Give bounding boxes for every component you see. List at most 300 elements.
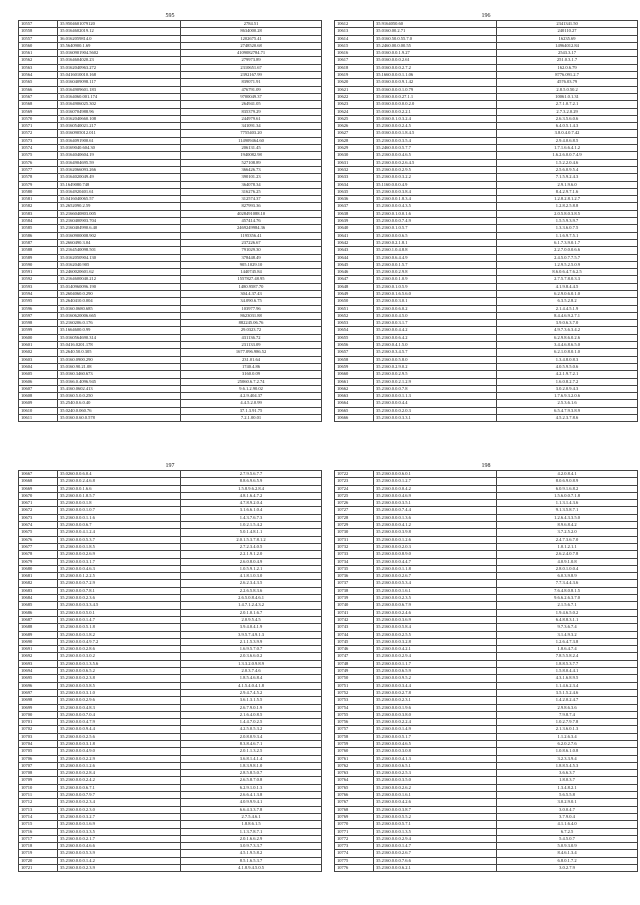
- coordinate-cell: 35.0164091900.61: [58, 137, 181, 144]
- row-id-cell: 10649: [335, 290, 374, 297]
- row-id-cell: 10557: [19, 35, 58, 42]
- value-cell: 2.1.5.6.7.1: [497, 602, 638, 609]
- table-row: [335, 21, 638, 28]
- value-cell: 3.1.6.6.1.0.4: [181, 507, 322, 514]
- row-id-cell: 10630: [335, 152, 374, 159]
- value-cell: 2.8.0.1.0.0.4: [497, 565, 638, 572]
- table-row: [19, 283, 322, 290]
- coordinate-cell: 35.2160.0.0.0.4.4.7: [374, 558, 497, 565]
- table-row: [19, 821, 322, 828]
- value-cell: 8.6.0.6.4.7.6.2.5: [497, 269, 638, 276]
- table-row: [19, 35, 322, 42]
- table-row: [335, 79, 638, 86]
- value-cell: 4.2.5.0.5.3.2: [181, 726, 322, 733]
- value-cell: 3.1.4.9.3.2: [497, 631, 638, 638]
- row-id-cell: 10681: [19, 573, 58, 580]
- value-cell: 1.8.5.4.6.8.4: [181, 675, 322, 682]
- coordinate-cell: 35.2160.0.0.0.3.3.5: [58, 828, 181, 835]
- coordinate-cell: 35.2160.0.0.0.7.0.4: [58, 711, 181, 718]
- coordinate-cell: 35.0160.0.0.0.2.61: [374, 57, 497, 64]
- value-cell: 4028491088.10: [181, 210, 322, 217]
- coordinate-cell: 35.2160.0.0.0.4.1.2: [374, 522, 497, 529]
- row-id-cell: 10627: [335, 130, 374, 137]
- value-cell: 312574.37: [181, 196, 322, 203]
- row-id-cell: 10596: [19, 305, 58, 312]
- table-row: [335, 580, 638, 587]
- row-id-cell: 10674: [19, 522, 58, 529]
- row-id-cell: 10685: [19, 602, 58, 609]
- row-id-cell: 10668: [19, 478, 58, 485]
- table-row: [19, 50, 322, 57]
- table-row: [19, 79, 322, 86]
- value-cell: 37.1.3.91.75: [181, 407, 322, 414]
- coordinate-cell: 35.2160.0.6.4.4.9: [374, 254, 497, 261]
- coordinate-cell: 35.2160.0.0.0.4.6.5: [374, 152, 497, 159]
- value-cell: 3.0.9.7.3.3.7: [181, 843, 322, 850]
- table-row: [19, 799, 322, 806]
- table-row: [335, 174, 638, 181]
- table-row: [19, 218, 322, 225]
- coordinate-cell: 35.0260.0.0.6.0.4: [58, 471, 181, 478]
- coordinate-cell: 35.0164602019.12: [58, 28, 181, 35]
- coordinate-cell: 35.2460020601.62: [58, 269, 181, 276]
- row-id-cell: 10761: [335, 755, 374, 762]
- row-id-cell: 10609: [19, 400, 58, 407]
- value-cell: 1.3.3.6.0.7.5: [497, 225, 638, 232]
- value-cell: 4.0.9.9.9.4.1: [181, 799, 322, 806]
- table-row: [19, 835, 322, 842]
- coordinate-cell: 35.2460.0.0.0.5.7.7: [374, 145, 497, 152]
- value-cell: 7.8.5.5.8.2.4: [497, 653, 638, 660]
- coordinate-cell: 35.2160.0.0.0.9.4.4: [58, 726, 181, 733]
- value-cell: 1.9.4.6.5.0.2: [497, 609, 638, 616]
- table-row: [19, 638, 322, 645]
- row-id-cell: 10589: [19, 254, 58, 261]
- table-row: [19, 166, 322, 173]
- row-id-cell: 10580: [19, 188, 58, 195]
- table-row: [335, 835, 638, 842]
- value-cell: 2.6.2.3.4.3.5: [181, 580, 322, 587]
- value-cell: 1.4.2.0.2.4.7: [497, 697, 638, 704]
- coordinate-cell: 35.2160.0.0.0.2.3.1: [374, 697, 497, 704]
- coordinate-cell: 35.2160.0.0.0.4.2.6: [374, 799, 497, 806]
- row-id-cell: 10620: [335, 79, 374, 86]
- value-cell: 2.6.3.5.6.0.6: [497, 115, 638, 122]
- coordinate-cell: 35.2160.0.0.4.1.2.4: [58, 529, 181, 536]
- table-row: [19, 719, 322, 726]
- row-id-cell: 10606: [19, 378, 58, 385]
- value-cell: 378448.49: [181, 254, 322, 261]
- value-cell: 1.0.5.9.1.2.1: [181, 565, 322, 572]
- value-cell: 2.4.7.3.6.7.0: [497, 536, 638, 543]
- table-row: [335, 638, 638, 645]
- value-cell: 1.1.4.6.2.3.4: [497, 682, 638, 689]
- coordinate-cell: 35.1664600.0.99: [58, 327, 181, 334]
- row-id-cell: 10705: [19, 748, 58, 755]
- row-id-cell: 10732: [335, 543, 374, 550]
- table-row: [19, 415, 322, 422]
- row-id-cell: 10775: [335, 857, 374, 864]
- coordinate-cell: 35.2160.0.0.0.7.4.4: [374, 507, 497, 514]
- coordinate-cell: 35.2160.1.0.4.8.8: [374, 247, 497, 254]
- table-row: [335, 320, 638, 327]
- value-cell: 882245.06.76: [181, 320, 322, 327]
- row-id-cell: 10675: [19, 529, 58, 536]
- row-id-cell: 10758: [335, 733, 374, 740]
- row-id-cell: 10726: [335, 500, 374, 507]
- coordinate-cell: 35.0416010010.168: [58, 72, 181, 79]
- coordinate-cell: 35.4160.0602.413: [58, 385, 181, 392]
- row-id-cell: 10572: [19, 130, 58, 137]
- value-cell: 6.0.9.1.6.8.2: [497, 485, 638, 492]
- value-cell: 3.6.8.1.4.1.4: [181, 755, 322, 762]
- coordinate-cell: 35.2160.0.0.0.2.2.9: [58, 755, 181, 762]
- table-row: [19, 689, 322, 696]
- coordinate-cell: 35.0160.0.0.1.9.27: [374, 50, 497, 57]
- table-row: [335, 108, 638, 115]
- row-id-cell: 10648: [335, 283, 374, 290]
- value-cell: 2.9.4.0.6.8.5: [497, 137, 638, 144]
- value-cell: 3160.0.09: [181, 371, 322, 378]
- value-cell: 8623031.88: [181, 312, 322, 319]
- table-row: [19, 755, 322, 762]
- table-row: [19, 806, 322, 813]
- coordinate-cell: 35.2160.0.0.0.5.1.7: [374, 733, 497, 740]
- coordinate-cell: 35.2604060.0.290: [58, 290, 181, 297]
- table-row: [19, 543, 322, 550]
- table-row: [335, 682, 638, 689]
- value-cell: 2.0.1.1.3.2.5: [181, 748, 322, 755]
- row-id-cell: 10593: [19, 283, 58, 290]
- value-cell: 4.8.1.6.4.7.2: [181, 492, 322, 499]
- table-row: [335, 668, 638, 675]
- coordinate-cell: 35.2160.0.0.0.3.5.1: [374, 500, 497, 507]
- table-row: [19, 21, 322, 28]
- row-id-cell: 10637: [335, 203, 374, 210]
- coordinate-cell: 35.2160.0.0.0.3.3.1: [374, 415, 497, 422]
- value-cell: 2748520.68: [181, 42, 322, 49]
- row-id-cell: 10669: [19, 485, 58, 492]
- value-cell: 206131.45: [181, 145, 322, 152]
- coordinate-cell: 35.2160.0.0.0.4.9.7.2: [58, 638, 181, 645]
- coordinate-cell: 35.2160.0.0.0.1.4.7: [58, 616, 181, 623]
- row-id-cell: 10651: [335, 305, 374, 312]
- row-id-cell: 10647: [335, 276, 374, 283]
- value-cell: 3.4.4.6.8.6.5.0: [497, 342, 638, 349]
- coordinate-cell: 35.2160.0.0.0.2.6.9: [58, 551, 181, 558]
- table-row: [335, 821, 638, 828]
- coordinate-cell: 35.2160.0.0.0.3.1.7: [58, 558, 181, 565]
- value-cell: 2.1.1.5.3.9.9: [181, 638, 322, 645]
- row-id-cell: 10657: [335, 349, 374, 356]
- value-cell: 835379.29: [181, 108, 322, 115]
- row-id-cell: 10631: [335, 159, 374, 166]
- coordinate-cell: 35.2160.0.0.3.1.7: [374, 320, 497, 327]
- value-cell: 1.2.6.4.7.3.8: [497, 638, 638, 645]
- value-cell: 1195356.41: [181, 232, 322, 239]
- table-row: [19, 174, 322, 181]
- row-id-cell: 10662: [335, 385, 374, 392]
- coordinate-cell: 35.0416040065.57: [58, 196, 181, 203]
- row-id-cell: 10773: [335, 843, 374, 850]
- value-cell: 1.3.3.2.0.9.8.9: [181, 660, 322, 667]
- value-cell: 4.0.5.9.5.0.6: [497, 363, 638, 370]
- value-cell: 2.7.5.4.6.1: [181, 813, 322, 820]
- row-id-cell: 10750: [335, 675, 374, 682]
- table-row: [19, 850, 322, 857]
- table-row: [19, 507, 322, 514]
- value-cell: 4.0.9.1.0.8: [497, 558, 638, 565]
- coordinate-cell: 35.0160900008.902: [58, 232, 181, 239]
- table-row: [335, 86, 638, 93]
- row-id-cell: 10594: [19, 290, 58, 297]
- value-cell: 2469249984.36: [181, 225, 322, 232]
- value-cell: 2.0.8.0.9.3.4: [181, 733, 322, 740]
- coordinate-cell: 35.9504601079120: [58, 21, 181, 28]
- value-cell: 1.2.8.2.5.8.8: [497, 203, 638, 210]
- table-row: [19, 407, 322, 414]
- value-cell: 4.4.5.2.0.99: [181, 400, 322, 407]
- row-id-cell: 10626: [335, 123, 374, 130]
- coordinate-cell: 35.2160.0.0.0.7.8.1: [58, 587, 181, 594]
- value-cell: 6.0.3.9.8.9: [497, 573, 638, 580]
- row-id-cell: 10646: [335, 269, 374, 276]
- row-id-cell: 10743: [335, 624, 374, 631]
- table-row: [19, 261, 322, 268]
- value-cell: 2.0.1.6.6.2.9: [181, 835, 322, 842]
- table-row: [19, 631, 322, 638]
- table-row: [335, 704, 638, 711]
- table-row: [335, 602, 638, 609]
- coordinate-cell: 35.2160.0.0.0.1.2.7: [374, 478, 497, 485]
- coordinate-cell: 35.2160.0.2.1.8.1: [374, 239, 497, 246]
- value-cell: 7.2.1.00.01: [181, 415, 322, 422]
- coordinate-cell: 35.0160.0680.685: [58, 305, 181, 312]
- table-row: [19, 115, 322, 122]
- table-row: [19, 181, 322, 188]
- document-page: [334, 462, 638, 872]
- row-id-cell: 10664: [335, 400, 374, 407]
- row-id-cell: 10618: [335, 64, 374, 71]
- table-row: [19, 254, 322, 261]
- value-cell: 791029.30: [181, 247, 322, 254]
- value-cell: 4.2.9.404.37: [181, 393, 322, 400]
- value-cell: 4.7.8.9.2.0.4: [181, 500, 322, 507]
- table-row: [335, 152, 638, 159]
- row-id-cell: 10767: [335, 799, 374, 806]
- coordinate-cell: 35.2160.0.0.0.3.5.4: [374, 137, 497, 144]
- table-row: [335, 407, 638, 414]
- table-row: [19, 298, 322, 305]
- table-row: [19, 137, 322, 144]
- coordinate-cell: 35.2160.0.0.2.9.8: [374, 269, 497, 276]
- value-cell: 251.0.3.1.7: [497, 57, 638, 64]
- table-row: [335, 762, 638, 769]
- row-id-cell: 10560: [19, 42, 58, 49]
- row-id-cell: 10578: [19, 174, 58, 181]
- row-id-cell: 10703: [19, 733, 58, 740]
- row-id-cell: 10757: [335, 726, 374, 733]
- value-cell: 7.7.3.4.4.3.6: [497, 580, 638, 587]
- table-row: [19, 203, 322, 210]
- row-id-cell: 10643: [335, 247, 374, 254]
- row-id-cell: 10652: [335, 312, 374, 319]
- row-id-cell: 10587: [19, 239, 58, 246]
- coordinate-cell: 35.2160.0.0.0.7.8: [374, 385, 497, 392]
- row-id-cell: 10734: [335, 558, 374, 565]
- row-id-cell: 10666: [335, 415, 374, 422]
- row-id-cell: 10607: [19, 385, 58, 392]
- table-row: [19, 770, 322, 777]
- value-cell: 1.1.6.9.7.5.1: [497, 232, 638, 239]
- row-id-cell: 10565: [19, 79, 58, 86]
- table-row: [19, 602, 322, 609]
- table-row: [19, 349, 322, 356]
- row-id-cell: 10567: [19, 93, 58, 100]
- value-cell: 1.8.8.6.1.5: [181, 821, 322, 828]
- table-row: [335, 188, 638, 195]
- value-cell: 3.8.0.4.0.7.42: [497, 130, 638, 137]
- table-row: [19, 565, 322, 572]
- value-cell: 3.9.4.0.4.1.9: [181, 624, 322, 631]
- value-cell: 1480.9587.70: [181, 283, 322, 290]
- table-row: [19, 595, 322, 602]
- table-row: [335, 363, 638, 370]
- table-row: [335, 492, 638, 499]
- table-row: [19, 740, 322, 747]
- row-id-cell: 10774: [335, 850, 374, 857]
- row-id-cell: 10558: [19, 28, 58, 35]
- value-cell: 6.8.0.1.7.2: [497, 857, 638, 864]
- value-cell: 7.6.4.8.0.8.1.5: [497, 587, 638, 594]
- table-row: [335, 500, 638, 507]
- coordinate-cell: 35.2160.0.0.0.3.5.0: [374, 777, 497, 784]
- value-cell: 8.8.6.9.6.5.9: [181, 478, 322, 485]
- value-cell: 279973.89: [181, 57, 322, 64]
- coordinate-cell: 35.0160.0.0.0.2.7.2: [374, 64, 497, 71]
- row-id-cell: 10696: [19, 682, 58, 689]
- coordinate-cell: 35.2160.0.0.0.4.7.9: [58, 719, 181, 726]
- value-cell: 162.0.6.79: [497, 64, 638, 71]
- row-id-cell: 10581: [19, 196, 58, 203]
- coordinate-cell: 35.2160.0.0.0.3.6.9: [374, 616, 497, 623]
- coordinate-cell: 35.2160.0.0.0.1.0.7: [58, 507, 181, 514]
- value-cell: 2784.51: [181, 21, 322, 28]
- row-id-cell: 10628: [335, 137, 374, 144]
- table-row: [19, 320, 322, 327]
- value-cell: 4.1.8.1.0.3.0: [181, 573, 322, 580]
- value-cell: 8.4.4.6.9.2.7.1: [497, 312, 638, 319]
- value-cell: 231.01.64: [181, 356, 322, 363]
- value-cell: 4.3.1.6.8.9.5: [497, 675, 638, 682]
- coordinate-cell: 35.2160.0.0.4.4.2: [374, 327, 497, 334]
- table-row: [19, 93, 322, 100]
- row-id-cell: 10680: [19, 565, 58, 572]
- row-id-cell: 10600: [19, 334, 58, 341]
- row-id-cell: 10656: [335, 342, 374, 349]
- table-row: [335, 378, 638, 385]
- value-cell: 1.3.4.8.2.1: [497, 784, 638, 791]
- coordinate-cell: 35.2160.0.0.0.1.8.5: [58, 543, 181, 550]
- value-cell: 9.7.3.6.7.4: [497, 624, 638, 631]
- value-cell: 1.0.2.1.5.4.2: [181, 522, 322, 529]
- coordinate-cell: 35.1160.0.0.0.4.9: [374, 181, 497, 188]
- row-id-cell: 10738: [335, 587, 374, 594]
- value-cell: 231133.09: [181, 342, 322, 349]
- coordinate-cell: 35.2160.0.0.0.2.8.4: [58, 770, 181, 777]
- value-cell: 3.0.2.0.9.4.3: [497, 385, 638, 392]
- value-cell: 1.3.4.8.0.8.3: [497, 356, 638, 363]
- value-cell: 2.1.4.4.5.1.9: [497, 305, 638, 312]
- row-id-cell: 10641: [335, 232, 374, 239]
- table-row: [335, 50, 638, 57]
- value-cell: 6.6.4.3.3.7.8: [181, 806, 322, 813]
- row-id-cell: 10765: [335, 784, 374, 791]
- value-cell: 1.4.4.7.0.2.5: [181, 719, 322, 726]
- row-id-cell: 10566: [19, 86, 58, 93]
- row-id-cell: 10650: [335, 298, 374, 305]
- coordinate-cell: 35.2160.0.0.0.2.9.6: [58, 697, 181, 704]
- row-id-cell: 10660: [335, 371, 374, 378]
- row-id-cell: 10715: [19, 821, 58, 828]
- table-row: [19, 843, 322, 850]
- table-row: [335, 697, 638, 704]
- coordinate-cell: 35.2160.0.0.0.4.2.1: [374, 646, 497, 653]
- value-cell: 7.1.5.9.2.4.3: [497, 174, 638, 181]
- table-row: [335, 565, 638, 572]
- row-id-cell: 10700: [19, 711, 58, 718]
- value-cell: 2.1.3.6.0.1.3: [497, 726, 638, 733]
- coordinate-cell: 35.2160.0.0.0.1.1.7: [374, 660, 497, 667]
- value-cell: 4.9.7.3.6.3.4.2: [497, 327, 638, 334]
- coordinate-cell: 35.0162066093.266: [58, 166, 181, 173]
- row-id-cell: 10707: [19, 762, 58, 769]
- table-row: [335, 64, 638, 71]
- row-id-cell: 10720: [19, 857, 58, 864]
- table-row: [19, 334, 322, 341]
- coordinate-cell: 35.2640.50.0.305: [58, 349, 181, 356]
- table-row: [19, 624, 322, 631]
- coordinate-cell: 35.2160.0.2.9.0.2: [374, 363, 497, 370]
- coordinate-cell: 35.0160620006.665: [58, 312, 181, 319]
- value-cell: 6.3.5.2.8.2: [497, 298, 638, 305]
- coordinate-cell: 35.2160.0.0.0.2.0.3: [374, 407, 497, 414]
- row-id-cell: 10676: [19, 536, 58, 543]
- value-cell: 2.7.1.0.7.2.1: [497, 101, 638, 108]
- row-id-cell: 10728: [335, 514, 374, 521]
- row-id-cell: 10772: [335, 835, 374, 842]
- value-cell: 6.2.9.0.6.0.1.0: [497, 290, 638, 297]
- row-id-cell: 10633: [335, 174, 374, 181]
- value-cell: 1557827.48.95: [181, 276, 322, 283]
- coordinate-cell: 35.2160.0.0.1.0.9: [374, 276, 497, 283]
- row-id-cell: 10561: [19, 50, 58, 57]
- row-id-cell: 10746: [335, 646, 374, 653]
- coordinate-cell: 35.2160.0.0.0.3.8.4: [374, 188, 497, 195]
- table-row: [335, 595, 638, 602]
- value-cell: 2.9.4.7.4.5.2: [181, 689, 322, 696]
- coordinate-cell: 35.0166.0.4096.945: [58, 378, 181, 385]
- table-row: [335, 290, 638, 297]
- table-row: [335, 660, 638, 667]
- coordinate-cell: 35.2160.0.0.1.6.6: [58, 485, 181, 492]
- table-row: [19, 646, 322, 653]
- row-id-cell: 10672: [19, 507, 58, 514]
- row-id-cell: 10714: [19, 813, 58, 820]
- row-id-cell: 10562: [19, 57, 58, 64]
- row-id-cell: 10642: [335, 239, 374, 246]
- coordinate-cell: 35.2160.0.0.0.5.3.4: [374, 580, 497, 587]
